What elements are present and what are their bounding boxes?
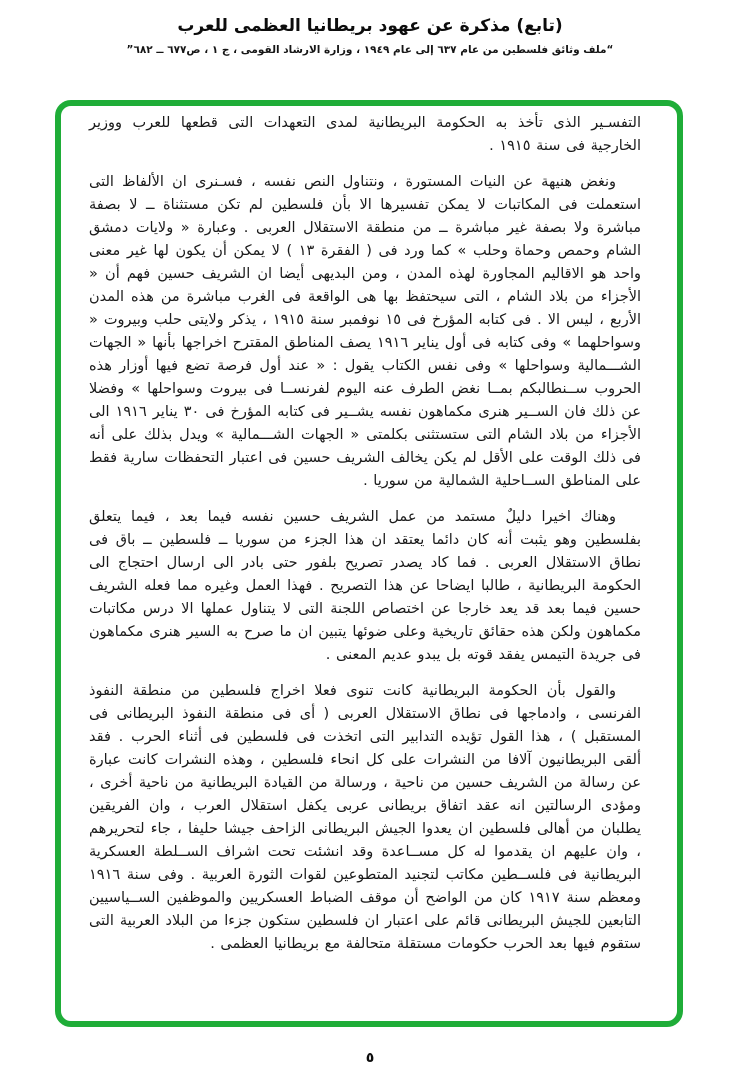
paragraph-1: التفسـير الذى تأخذ به الحكومة البريطانية لمدى التعهدات التى قطعها للعرب ووزير الخارجية فى سنة ١٩١٥ . bbox=[89, 115, 641, 154]
highlight-frame bbox=[55, 100, 683, 1027]
paragraph-4: والقول بأن الحكومة البريطانية كانت تنوى فعلا اخراج فلسطين من منطقة النفوذ الفرنسى ، وادماجها فى نطاق الاستقلال العربى ( أى فى منطقة النفوذ البريطانى فى المستقبل ) ، هذا القول تؤيده التدابير التى اتخذت فى فلسطين فى أثناء الحرب . فقد ألقى البريطانيون آلافا من النشرات على كل انحاء فلسطين ، وهذه النشرات كانت عبارة عن رسالة من الشريف حسين من ناحية ، ورسالة من القيادة البريطانية من ناحية أخرى ، ومؤدى الرسالتين انه عقد اتفاق بريطانى عربى يكفل استقلال العرب ، وان الفريقين يطلبان من أهالى فلسطين ان يعدوا الجيش البريطانى الزاحف جيشا حليفا ، جاء لتحريرهم ، وان عليهم ان يقدموا له كل مســاعدة وقد انشئت تحت اشراف الســلطة العسكرية البريطانية فى فلســطين مكاتب لتجنيد المتطوعين لقوات الثورة العربية . وفى سنة ١٩١٦ ومعظم سنة ١٩١٧ كان من الواضح أن موقف الضباط العسكريين والموظفين الســياسيين التابعين للجيش البريطانى قائم على اعتبار ان فلسطين ستكون جزءا من البلاد العربية التى ستقوم فيها بعد الحرب حكومات مستقلة متحالفة مع بريطانيا العظمى . bbox=[89, 683, 641, 952]
paragraph-2: ونغض هنيهة عن النيات المستورة ، ونتناول النص نفسه ، فسـنرى ان الألفاظ التى استعملت فى المكاتبات لا يمكن تفسيرها الا بأن فلسطين لم تكن مستثناة ــ لا بصفة مباشرة ولا بصفة غير مباشرة ــ من منطقة الاستقلال العربى . وعبارة « ولايات دمشق الشام وحمص وحماة وحلب » كما ورد فى ( الفقرة ١٣ ) لا يمكن أن يكون لها غير معنى واحد هو الاقاليم المجاورة لهذه المدن ، ومن البديهى أيضا ان الشريف حسين فهم أن « الأجزاء من بلاد الشام ، التى سيحتفظ بها هى الواقعة فى الغرب مباشرة من هذه المدن الأربع ، ليس الا . فى كتابه المؤرخ فى ١٥ نوفمبر سنة ١٩١٥ ، يذكر ولايتى حلب وبيروت « وسواحلهما » وفى كتابه فى أول يناير ١٩١٦ يصف المناطق المقترح اخراجها بأنها « الجهات الشـــمالية وسواحلها » وفى نفس الكتاب يقول : « عند أول فرصة تضع فيها أوزار هذه الحروب ســنطالبكم بمــا نغض الطرف عنه اليوم لفرنســا فى بيروت وسواحلها » وفضلا عن ذلك فان الســير هنرى مكماهون نفسه يشــير فى كتابه المؤرخ فى ٣٠ يناير ١٩١٦ الى الأجزاء من بلاد الشام التى ستستثنى بكلمتى « الجهات الشـــمالية » ويدل بذلك على أنه فى ذلك الوقت على الأقل لم يكن يخالف الشريف حسين فى اعتبار التحفظات سارية فقط على المناطق الســاحلية الشمالية من سوريا . bbox=[89, 174, 642, 489]
source-citation: “ملف وثائق فلسطين من عام ٦٣٧ إلى عام ١٩٤٩ ، وزارة الارشاد القومى ، ج ١ ، ص٦٧٧ ــ ٦٨٢” bbox=[126, 44, 614, 56]
document-body bbox=[89, 112, 641, 969]
document-title: (تابع) مذكرة عن عهود بريطانيا العظمى للعرب bbox=[177, 16, 563, 36]
page-number: ٥ bbox=[365, 1050, 375, 1066]
paragraph-3: وهناك اخيرا دليلٌ مستمد من عمل الشريف حسين نفسه فيما بعد ، فيما يتعلق بفلسطين وهو يثبت أنه كان دائما يعتقد ان هذا الجزء من سوريا ــ فلسطين ــ باق فى نطاق الاستقلال العربى . فما كاد يصدر تصريح بلفور حتى بادر الى ارسال احتجاج الى الحكومة البريطانية ، طالبا ايضاحا عن هذا التصريح . فهذا العمل وغيره مما فعله الشريف حسين فيما بعد قد يعد خارجا عن اختصاص اللجنة التى لا يتناول عملها الا درس مكاتبات مكماهون ولكن هذه حقائق تاريخية وعلى ضوئها يتبين ان ما صرح به السير هنرى مكماهون فى جريدة التيمس يفقد قوته بل يبدو عديم المعنى . bbox=[89, 509, 641, 663]
document-header bbox=[0, 16, 740, 56]
